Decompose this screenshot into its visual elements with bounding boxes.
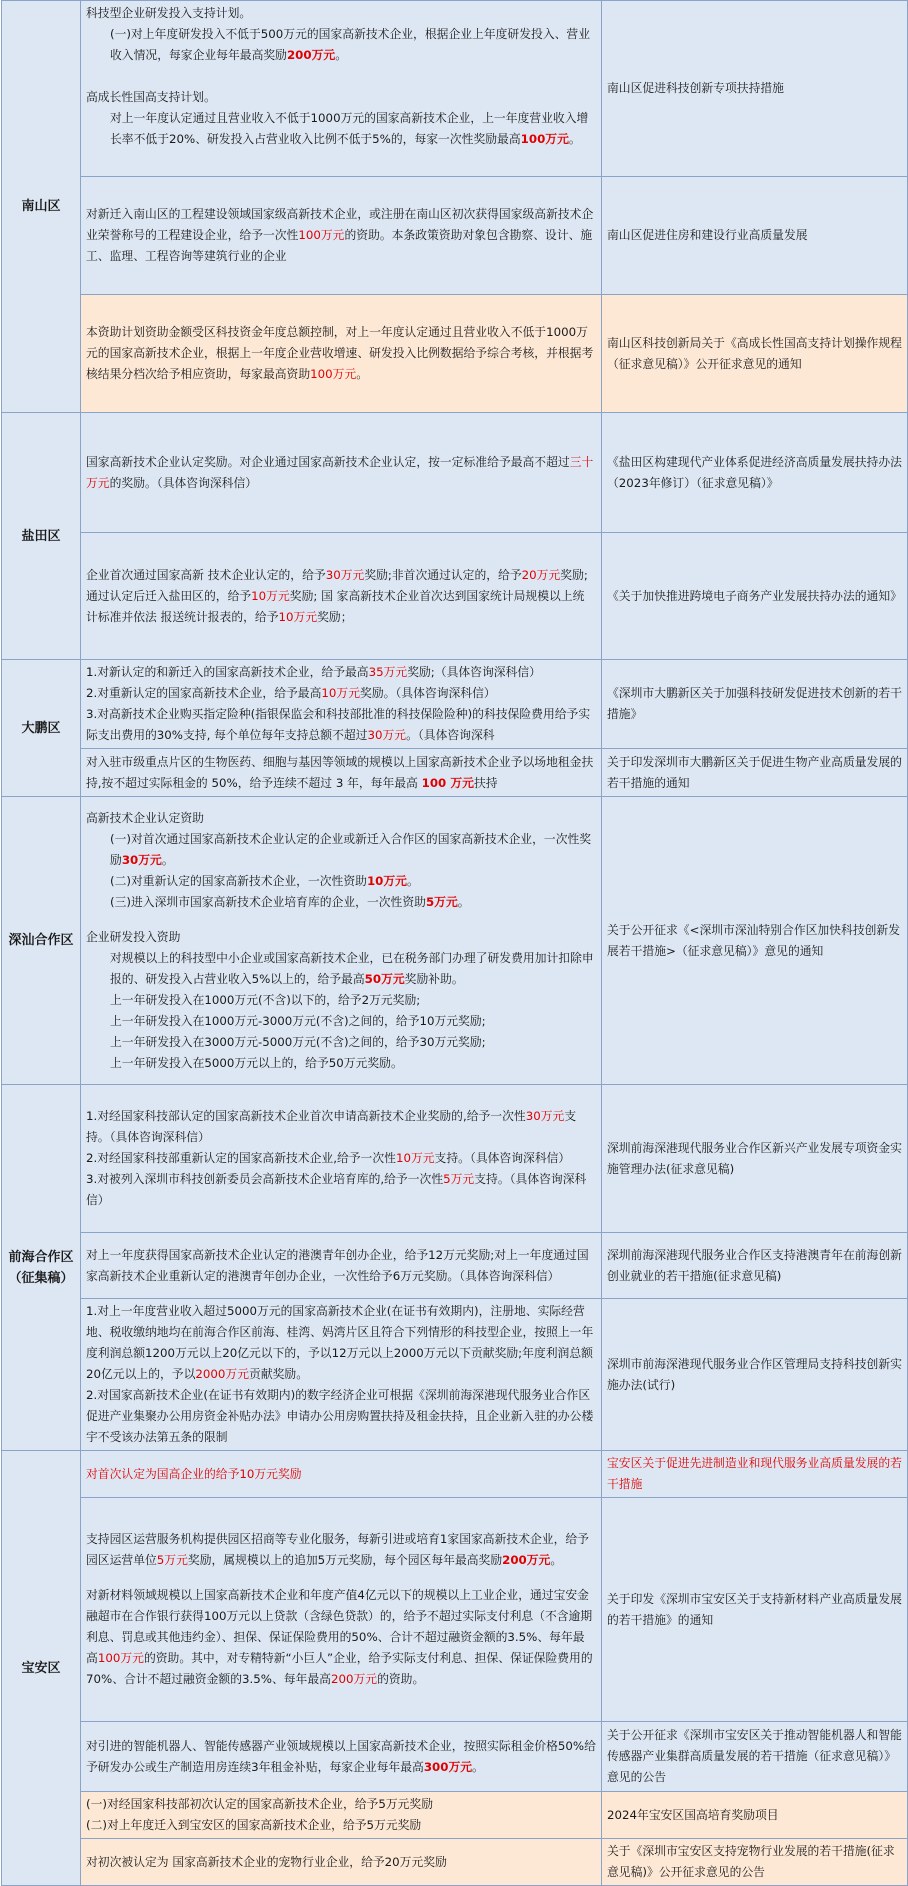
policy-source: 南山区促进住房和建设行业高质量发展 (602, 177, 908, 295)
policy-content: 对首次认定为国高企业的给予10万元奖励 (81, 1451, 602, 1498)
policy-content: 对新迁入南山区的工程建设领域国家级高新技术企业，或注册在南山区初次获得国家级高新技术企业荣誉称号的工程建设企业，给予一次性100万元的资助。本条政策资助对象包含勘察、设计、施工、监理、工程咨询等建筑行业的企业 (81, 177, 602, 295)
table-row (2, 1233, 908, 1299)
subsidy-policy-table (1, 0, 908, 1886)
table-row (2, 1792, 908, 1839)
policy-source: 关于公开征求《<深圳市深汕特别合作区加快科技创新发展若干措施>（征求意见稿）》意见的通知 (602, 797, 908, 1085)
policy-source: 南山区科技创新局关于《高成长性国高支持计划操作规程（征求意见稿）》公开征求意见的通知 (602, 295, 908, 413)
region-shenshan: 深汕合作区 (2, 797, 81, 1085)
policy-content: 对初次被认定为 国家高新技术企业的宠物行业企业，给予20万元奖励 (81, 1839, 602, 1886)
table-row (2, 177, 908, 295)
policy-source: 关于印发《深圳市宝安区关于支持新材料产业高质量发展的若干措施》的通知 (602, 1498, 908, 1722)
policy-content: 对上一年度获得国家高新技术企业认定的港澳青年创办企业，给予12万元奖励;对上一年度通过国家高新技术企业重新认定的港澳青年创办企业，一次性给予6万元奖励。（具体咨询深科信） (81, 1233, 602, 1299)
table-row (2, 1722, 908, 1792)
table-row (2, 295, 908, 413)
region-nanshan: 南山区 (2, 1, 81, 413)
region-qianhai: 前海合作区 （征集稿） (2, 1085, 81, 1451)
policy-source: 关于印发深圳市大鹏新区关于促进生物产业高质量发展的若干措施的通知 (602, 749, 908, 797)
policy-source: 2024年宝安区国高培育奖励项目 (602, 1792, 908, 1839)
policy-content: 对入驻市级重点片区的生物医药、细胞与基因等领域的规模以上国家高新技术企业予以场地租金扶持,按不超过实际租金的 50%，给予连续不超过 3 年，每年最高 100 万元扶持 (81, 749, 602, 797)
policy-content: 1.对上一年度营业收入超过5000万元的国家高新技术企业(在证书有效期内)，注册地、实际经营地、税收缴纳地均在前海合作区前海、桂湾、妈湾片区且符合下列情形的科技型企业，按照上一年度利润总额1200万元以上20亿元以下的，予以12万元以上2000万元以下贡献奖励;年度利润总额20亿元以上的，予以2000万元贡献奖励。 2.对国家高新技术企业(在证书有效期内)的数字经济企业可根据《深圳前海深港现代服务业合作区促进产业集聚办公用房资金补贴办法》申请办公用房购置扶持及租金扶持，且企业新入驻的办公楼宇不受该办法第五条的限制 (81, 1299, 602, 1451)
policy-content: 1.对经国家科技部认定的国家高新技术企业首次申请高新技术企业奖励的,给予一次性30万元支持。（具体咨询深科信） 2.对经国家科技部重新认定的国家高新技术企业,给予一次性10万元支持。（具体咨询深科信） 3.对被列入深圳市科技创新委员会高新技术企业培育库的,给予一次性5万元支持。（具体咨询深科信） (81, 1085, 602, 1233)
table-row (2, 749, 908, 797)
region-dapeng: 大鹏区 (2, 660, 81, 797)
policy-content: 1.对新认定的和新迁入的国家高新技术企业，给予最高35万元奖励;（具体咨询深科信） 2.对重新认定的国家高新技术企业，给予最高10万元奖励。（具体咨询深科信） 3.对高新技术企业购买指定险种(指银保监会和科技部批准的科技保险险种)的科技保险费用给予实际支出费用的30%支持, 每个单位每年支持总额不超过30万元。（具体咨询深科 (81, 660, 602, 749)
table-row (2, 1451, 908, 1498)
table-row (2, 1, 908, 177)
policy-source: 深圳前海深港现代服务业合作区新兴产业发展专项资金实施管理办法(征求意见稿) (602, 1085, 908, 1233)
policy-content: 对引进的智能机器人、智能传感器产业领域规模以上国家高新技术企业，按照实际租金价格50%给予研发办公或生产制造用房连续3年租金补贴，每家企业每年最高300万元。 (81, 1722, 602, 1792)
policy-source: 关于《深圳市宝安区支持宠物行业发展的若干措施(征求意见稿)》公开征求意见的公告 (602, 1839, 908, 1886)
table-row (2, 797, 908, 1085)
policy-content: (一)对经国家科技部初次认定的国家高新技术企业，给予5万元奖励 (二)对上年度迁入到宝安区的国家高新技术企业，给予5万元奖励 (81, 1792, 602, 1839)
table-row (2, 1085, 908, 1233)
table-row (2, 1839, 908, 1886)
table-row (2, 660, 908, 749)
policy-source: 深圳前海深港现代服务业合作区支持港澳青年在前海创新创业就业的若干措施(征求意见稿) (602, 1233, 908, 1299)
policy-source: 《关于加快推进跨境电子商务产业发展扶持办法的通知》 (602, 533, 908, 660)
policy-content: 高新技术企业认定资助 (一)对首次通过国家高新技术企业认定的企业或新迁入合作区的国家高新技术企业，一次性奖励30万元。 (二)对重新认定的国家高新技术企业，一次性资助10万元。 (三)进入深圳市国家高新技术企业培育库的企业，一次性资助5万元。 企业研发投入资助 对规模以上的科技型中小企业或国家高新技术企业，已在税务部门办理了研发费用加计扣除申报的、研发投入占营业收入5%以上的，给予最高50万元奖励补助。 上一年研发投入在1000万元(不含)以下的，给予2万元奖励; 上一年研发投入在1000万元-3000万元(不含)之间的，给予10万元奖励; 上一年研发投入在3000万元-5000万元(不含)之间的，给予30万元奖励; 上一年研发投入在5000万元以上的，给予50万元奖励。 (81, 797, 602, 1085)
policy-source: 深圳市前海深港现代服务业合作区管理局支持科技创新实施办法(试行) (602, 1299, 908, 1451)
table-row (2, 413, 908, 533)
policy-content: 科技型企业研发投入支持计划。 (一)对上年度研发投入不低于500万元的国家高新技术企业，根据企业上年度研发投入、营业收入情况，每家企业每年最高奖励200万元。 高成长性国高支持计划。 对上一年度认定通过且营业收入不低于1000万元的国家高新技术企业，上一年度营业收入增长率不低于20%、研发投入占营业收入比例不低于5%的，每家一次性奖励最高100万元。 (81, 1, 602, 177)
policy-source: 关于公开征求《深圳市宝安区关于推动智能机器人和智能传感器产业集群高质量发展的若干措施（征求意见稿）》意见的公告 (602, 1722, 908, 1792)
region-yantian: 盐田区 (2, 413, 81, 660)
policy-source: 南山区促进科技创新专项扶持措施 (602, 1, 908, 177)
policy-content: 国家高新技术企业认定奖励。对企业通过国家高新技术企业认定，按一定标准给予最高不超过三十万元的奖励。（具体咨询深科信） (81, 413, 602, 533)
table-row (2, 1498, 908, 1722)
table-row (2, 1299, 908, 1451)
policy-content: 支持园区运营服务机构提供园区招商等专业化服务，每新引进或培育1家国家高新技术企业，给予园区运营单位5万元奖励，属规模以上的追加5万元奖励，每个园区每年最高奖励200万元。 对新材料领域规模以上国家高新技术企业和年度产值4亿元以下的规模以上工业企业，通过宝安金融超市在合作银行获得100万元以上贷款（含绿色贷款）的，给予不超过实际支付利息（不含逾期利息、罚息或其他违约金）、担保、保证保险费用的50%、合计不超过融资金额的3.5%、每年最高100万元的资助。其中，对专精特新“小巨人”企业，给予实际支付利息、担保、保证保险费用的70%、合计不超过融资金额的3.5%、每年最高200万元的资助。 (81, 1498, 602, 1722)
policy-source: 《盐田区构建现代产业体系促进经济高质量发展扶持办法（2023年修订）（征求意见稿）》 (602, 413, 908, 533)
policy-source: 《深圳市大鹏新区关于加强科技研发促进技术创新的若干措施》 (602, 660, 908, 749)
policy-content: 企业首次通过国家高新 技术企业认定的，给予30万元奖励;非首次通过认定的，给予20万元奖励;通过认定后迁入盐田区的，给予10万元奖励; 国 家高新技术企业首次达到国家统计局规模以上统计标准并依法 报送统计报表的，给予10万元奖励； (81, 533, 602, 660)
table-row (2, 533, 908, 660)
region-baoan: 宝安区 (2, 1451, 81, 1886)
policy-source: 宝安区关于促进先进制造业和现代服务业高质量发展的若干措施 (602, 1451, 908, 1498)
policy-content: 本资助计划资助金额受区科技资金年度总额控制，对上一年度认定通过且营业收入不低于1000万元的国家高新技术企业，根据上一年度企业营收增速、研发投入比例数据给予综合考核，并根据考核结果分档次给予相应资助，每家最高资助100万元。 (81, 295, 602, 413)
